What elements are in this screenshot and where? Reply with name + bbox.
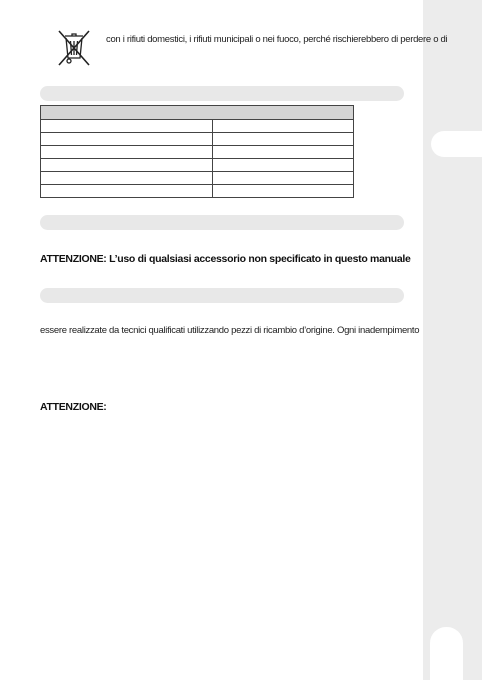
table-cell xyxy=(41,120,213,133)
table-row xyxy=(41,172,354,185)
table-cell xyxy=(213,172,354,185)
disposal-text-line: con i rifiuti domestici, i rifiuti municipali o nei fuoco, perché rischierebbero di perdere o di xyxy=(106,34,448,45)
second-warning: ATTENZIONE: xyxy=(40,401,107,413)
table-row xyxy=(41,120,354,133)
table-row xyxy=(41,146,354,159)
crossed-out-wheelie-bin-icon xyxy=(54,27,94,69)
table-cell xyxy=(41,185,213,198)
table-row xyxy=(41,133,354,146)
table-cell xyxy=(41,172,213,185)
table-cell xyxy=(213,133,354,146)
table-cell xyxy=(41,159,213,172)
page-tab xyxy=(430,627,463,680)
chapter-tab xyxy=(431,131,482,157)
section-heading-bar xyxy=(40,215,404,230)
table-cell xyxy=(213,146,354,159)
table-cell xyxy=(213,159,354,172)
section-heading-bar xyxy=(40,288,404,303)
table-header-row xyxy=(41,106,354,120)
table-cell xyxy=(213,185,354,198)
table-cell xyxy=(41,146,213,159)
table-row xyxy=(41,185,354,198)
repair-text-line: essere realizzate da tecnici qualificati utilizzando pezzi di ricambio d’origine. Ogni inadempimento xyxy=(40,325,420,336)
table-header-cell xyxy=(41,106,354,120)
table-cell xyxy=(41,133,213,146)
section-heading-bar xyxy=(40,86,404,101)
side-margin-strip xyxy=(423,0,482,680)
table-cell xyxy=(213,120,354,133)
accessory-warning: ATTENZIONE: L’uso di qualsiasi accessorio non specificato in questo manuale xyxy=(40,253,411,265)
table-row xyxy=(41,159,354,172)
specification-table xyxy=(40,105,354,198)
